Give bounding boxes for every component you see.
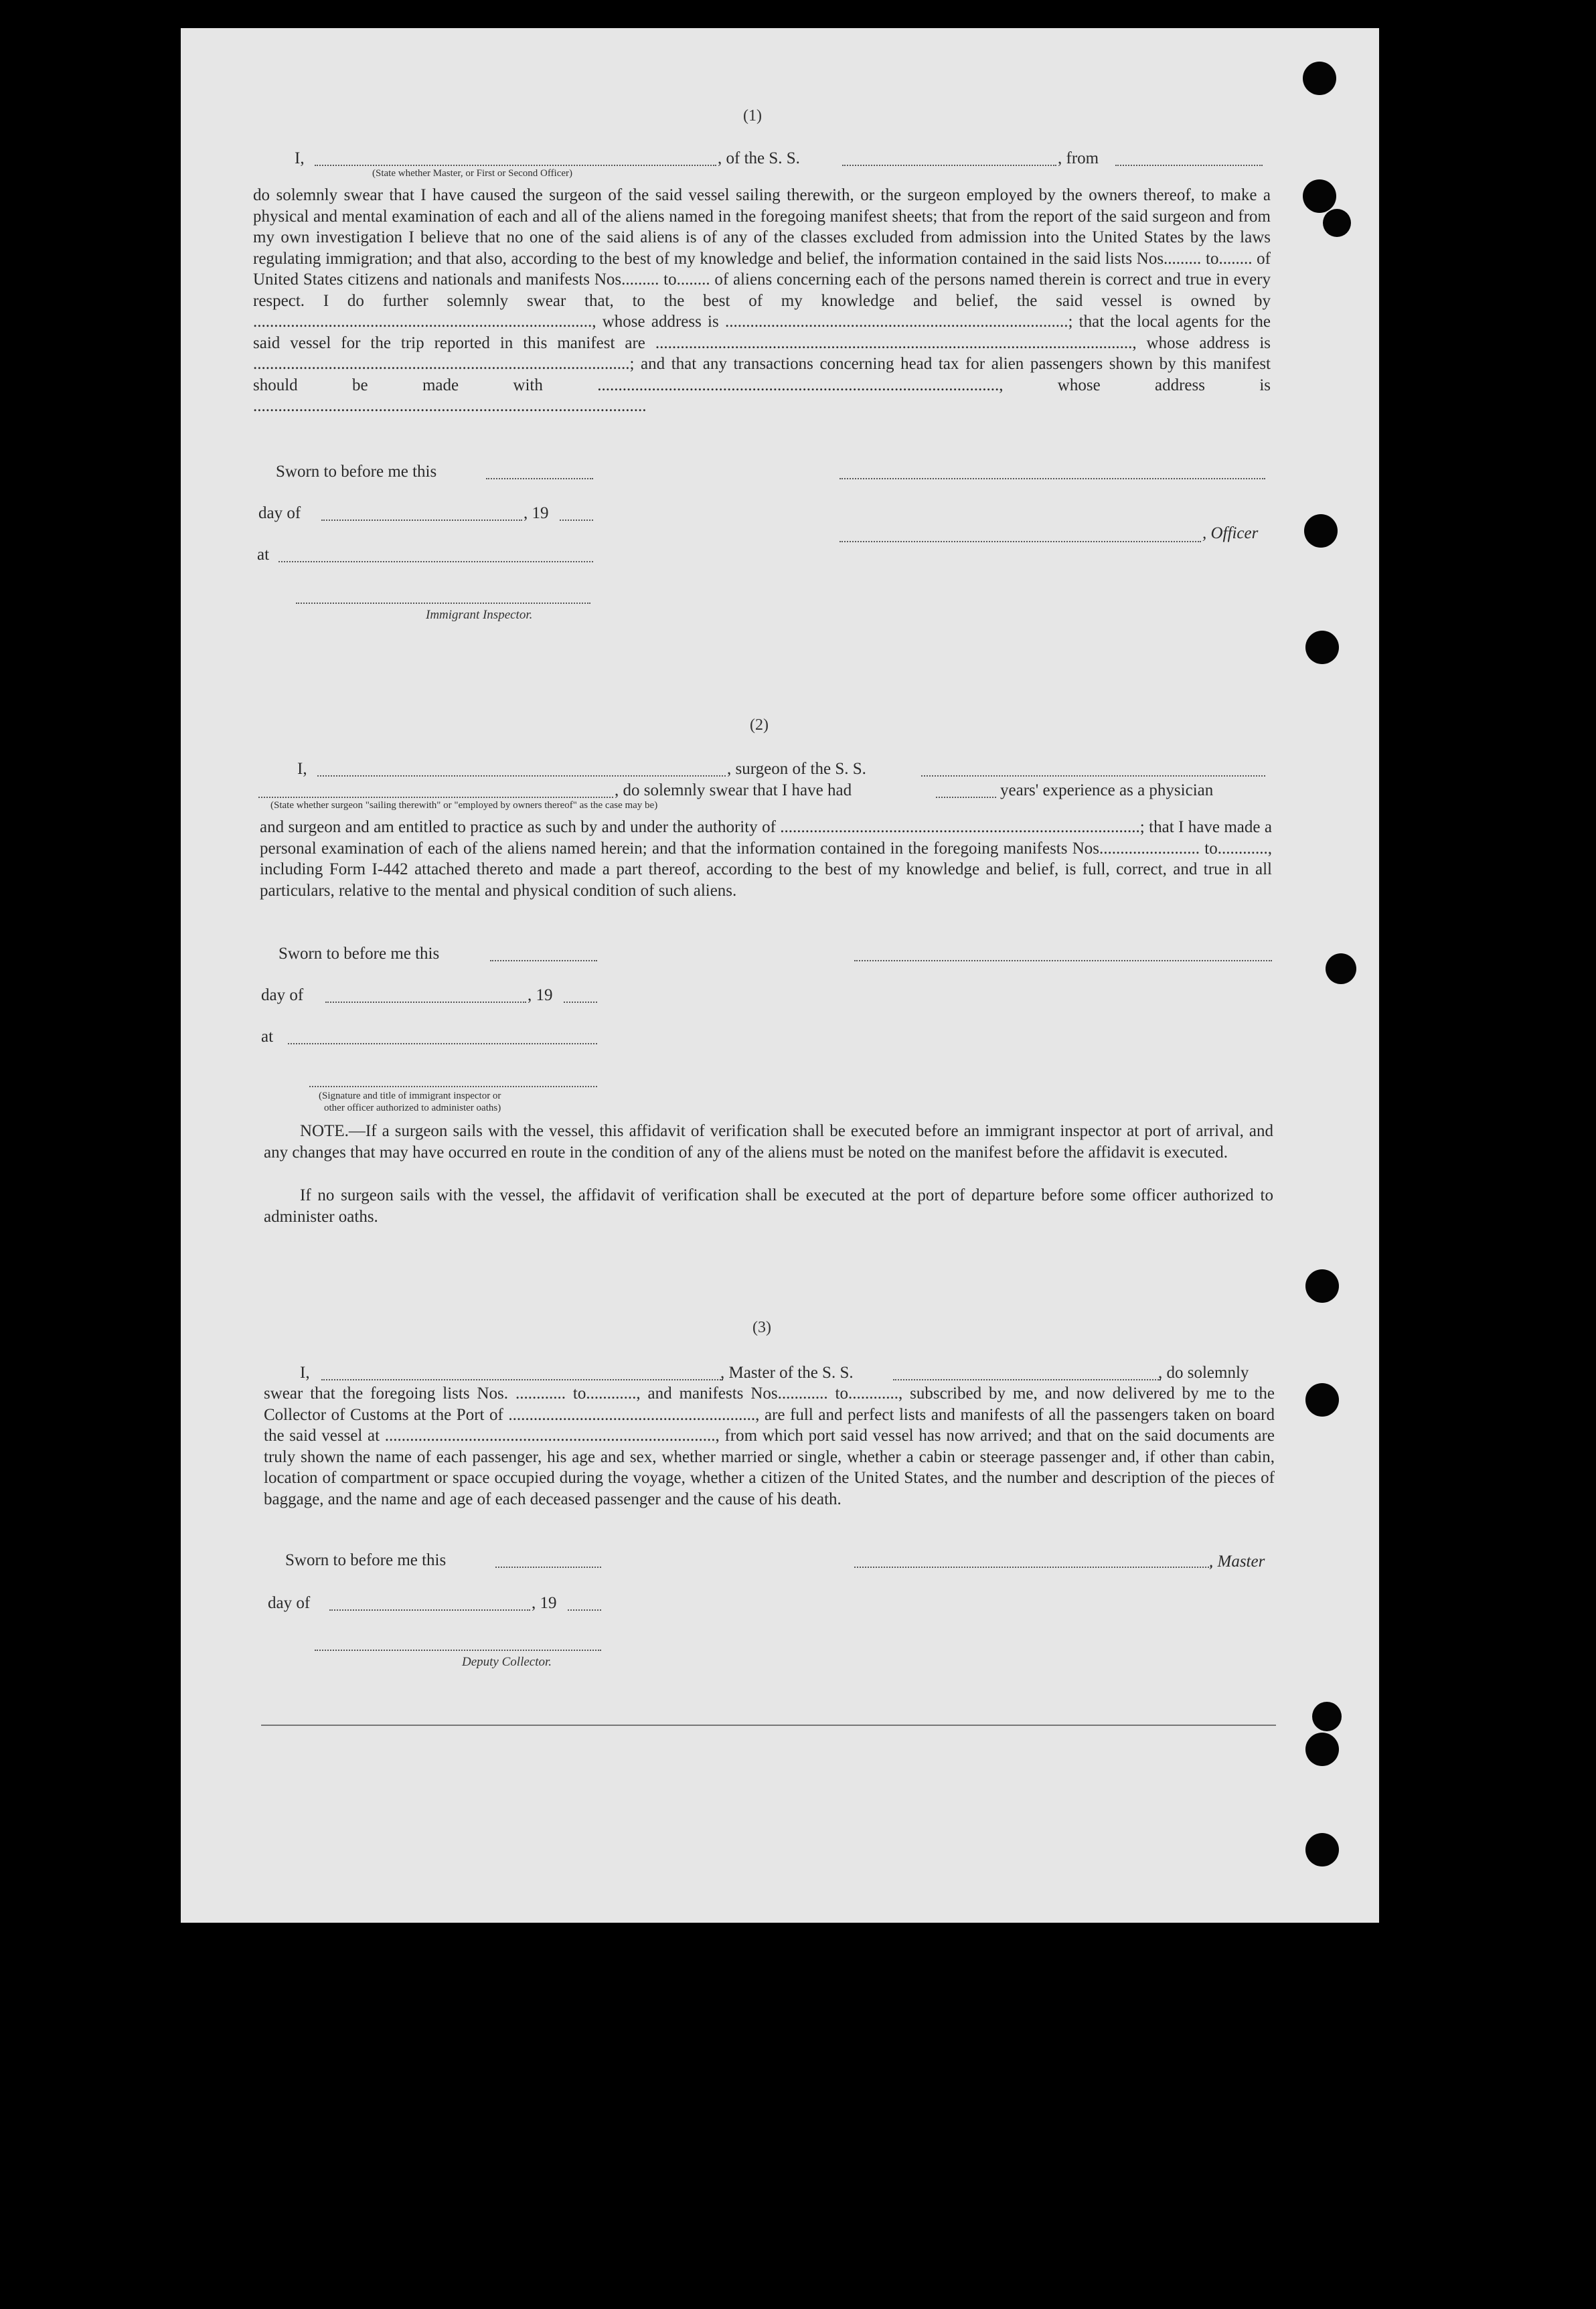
- punch-hole: [1305, 1833, 1339, 1866]
- day-of-label-2: day of: [261, 986, 304, 1004]
- punch-hole: [1304, 514, 1338, 548]
- punch-hole: [1305, 1733, 1339, 1766]
- ship-name-line: [842, 165, 1056, 166]
- day-of-label-3: day of: [268, 1594, 311, 1612]
- officer-signature-line: [840, 478, 1265, 479]
- sig-note-2: other officer authorized to administer oaths): [324, 1103, 501, 1113]
- surgeon-signature-line: [854, 960, 1272, 961]
- punch-hole: [1305, 1383, 1339, 1417]
- year-label-2: , 19: [528, 986, 553, 1004]
- sworn-label: Sworn to before me this: [276, 463, 437, 481]
- sworn-label-3: Sworn to before me this: [285, 1551, 447, 1569]
- year-line-3: [568, 1609, 601, 1611]
- surgeon-name-line: [317, 775, 726, 777]
- inspector-signature-line: [296, 603, 590, 604]
- sworn-line: [486, 478, 593, 479]
- years-line: [936, 797, 996, 798]
- collector-signature-line: [315, 1650, 601, 1651]
- at-line-2: [288, 1043, 597, 1044]
- note-paragraph-2: If no surgeon sails with the vessel, the affidavit of verification shall be executed at the port of departure before some officer authorized to administer oaths.: [264, 1186, 1273, 1226]
- day-of-line: [321, 520, 522, 521]
- punch-hole: [1303, 62, 1336, 95]
- at-label-2: at: [261, 1028, 274, 1046]
- day-of-line-3: [329, 1609, 530, 1611]
- inspector-signature-line-2: [309, 1086, 597, 1087]
- master-name-line-3: [321, 1379, 723, 1380]
- solemnly-label: , do solemnly: [1158, 1364, 1249, 1382]
- sworn-line-3: [495, 1567, 601, 1568]
- surgeon-ship-line: [921, 775, 1265, 777]
- surgeon-ss-label: , surgeon of the S. S.: [727, 760, 866, 778]
- officer-label: , Officer: [1202, 524, 1259, 542]
- year-line-2: [564, 1002, 597, 1003]
- master-label: , Master: [1209, 1552, 1265, 1571]
- inspector-label: Immigrant Inspector.: [426, 608, 533, 622]
- officer-name-line: [840, 541, 1201, 542]
- section-3-number: (3): [752, 1319, 771, 1336]
- section-2-paragraph: and surgeon and am entitled to practice as such by and under the authority of ......................................................................................; that I have made a personal examination of each of the aliens named herein; and that the information contained in the foregoing manifests Nos........................ to............, including Form I-442 attached thereto and made a part thereof, according to the best of my knowledge and belief, is full, correct, and true in all particulars, relative to the mental and physical condition of such aliens.: [260, 818, 1272, 900]
- punch-hole: [1323, 209, 1351, 237]
- day-of-line-2: [325, 1002, 526, 1003]
- sworn-label-2: Sworn to before me this: [278, 945, 440, 963]
- sworn-line-2: [490, 960, 597, 961]
- section-1-paragraph: do solemnly swear that I have caused the surgeon of the said vessel sailing therewith, or the surgeon employed by the owners thereof, to make a physical and mental examination of each and all of the aliens named in the foregoing manifest sheets; that from the report of the said surgeon and from my own investigation I believe that no one of the said aliens is of any of the classes excluded from admission into the United States by the laws regulating immigration; and that also, according to the best of my knowledge and belief, the information contained in the said lists Nos......... to........ of United States citizens and nationals and manifests Nos......... to........ of aliens concerning each of the persons named therein is correct and true in every respect. I do further solemnly swear that, to the best of my knowledge and belief, the said vessel is owned by ................................................................................., whose address is ..................................................................................; that the local agents for the said vessel for the trip reported in this manifest are .................................................................................................................., whose address is ..........................................................................................; and that any transactions concerning head tax for alien passengers shown by this manifest should be made with ................................................................................................, whose address is ..............................................................................................: [253, 186, 1271, 415]
- years-label: years' experience as a physician: [1000, 781, 1214, 799]
- master-name-line: [315, 165, 716, 166]
- surgeon-type-line: [258, 797, 613, 798]
- punch-hole: [1326, 953, 1356, 984]
- of-ss-label: , of the S. S.: [718, 149, 800, 167]
- at-label: at: [257, 546, 270, 564]
- punch-hole: [1303, 179, 1336, 213]
- note-paragraph-1: NOTE.—If a surgeon sails with the vessel, this affidavit of verification shall be executed before an immigrant inspector at port of arrival, and any changes that may have occurred en route in the condition of any of the aliens must be noted on the manifest before the affidavit is executed.: [264, 1122, 1273, 1162]
- bottom-rule: [261, 1725, 1276, 1726]
- punch-hole: [1312, 1702, 1342, 1731]
- collector-label: Deputy Collector.: [462, 1655, 552, 1669]
- section-2-number: (2): [750, 716, 769, 734]
- year-label-3: , 19: [532, 1594, 557, 1612]
- master-note: (State whether Master, or First or Second Officer): [372, 168, 573, 179]
- at-line: [278, 561, 593, 562]
- section-3-opening: I,: [300, 1364, 310, 1382]
- swear-label: , do solemnly swear that I have had: [615, 781, 852, 799]
- section-2-opening: I,: [297, 760, 307, 778]
- sig-note-1: (Signature and title of immigrant inspector or: [319, 1091, 501, 1101]
- section-1-number: (1): [743, 107, 762, 125]
- punch-hole: [1305, 1269, 1339, 1303]
- punch-hole: [1305, 631, 1339, 664]
- section-1-opening: I,: [295, 149, 305, 167]
- year-line: [560, 520, 593, 521]
- from-label: , from: [1058, 149, 1099, 167]
- from-line: [1115, 165, 1263, 166]
- day-of-label: day of: [258, 504, 301, 522]
- master-ship-line: [893, 1379, 1161, 1380]
- section-3-paragraph: swear that the foregoing lists Nos. ............ to............, and manifests Nos............ to............, subscribed by me, and now delivered by me to the Collector of Customs at the Port of ..........................................................., are full and perfect lists and manifests of all the passengers taken on board the said vessel at ..............................................................................., from which port said vessel has now arrived; and that on the said documents are truly shown the name of each passenger, his age and sex, whether married or single, whether a cabin or steerage passenger and, if other than cabin, location of compartment or space occupied during the voyage, whether a citizen of the United States, and the number and description of the pieces of baggage, and the name and age of each deceased passenger and the cause of his death.: [264, 1384, 1275, 1508]
- year-label: , 19: [524, 504, 549, 522]
- surgeon-note: (State whether surgeon "sailing therewith" or "employed by owners thereof" as the case may be): [270, 800, 658, 811]
- master-signature-line: [854, 1567, 1212, 1568]
- master-ss-label: , Master of the S. S.: [720, 1364, 854, 1382]
